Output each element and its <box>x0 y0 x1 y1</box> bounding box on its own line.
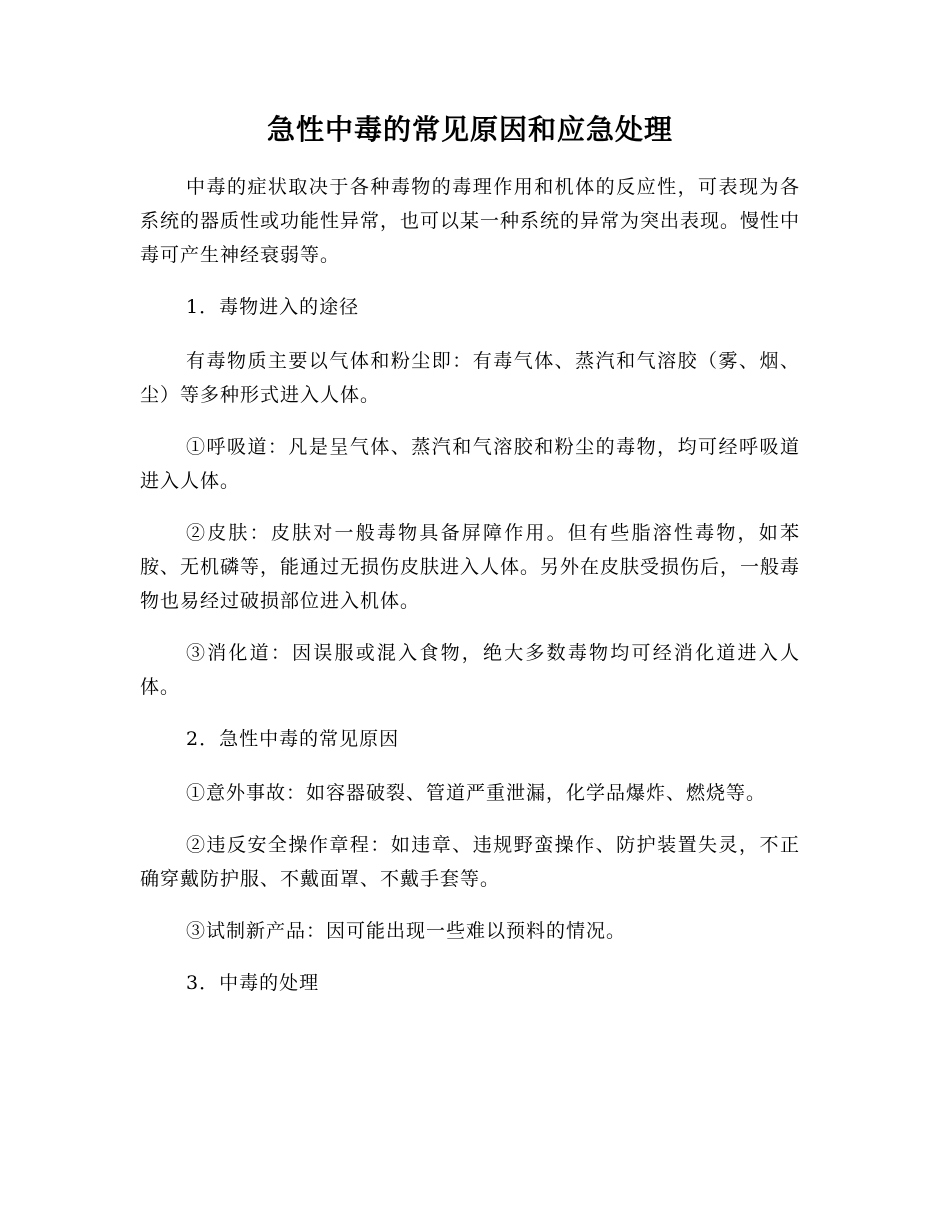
section-heading-common-causes: 2．急性中毒的常见原因 <box>186 728 400 750</box>
intro-paragraph: 中毒的症状取决于各种毒物的毒理作用和机体的反应性，可表现为各系统的器质性或功能性异常，也可以某一种系统的异常为突出表现。慢性中毒可产生神经衰弱等。 <box>140 176 801 266</box>
section-heading-poison-routes: 1．毒物进入的途径 <box>186 296 360 318</box>
paragraph-safety-violation: ②违反安全操作章程：如违章、违规野蛮操作、防护装置失灵，不正确穿戴防护服、不戴面罩、不戴手套等。 <box>140 834 800 890</box>
document-title: 急性中毒的常见原因和应急处理 <box>266 113 673 146</box>
section-heading-treatment: 3．中毒的处理 <box>186 972 320 994</box>
paragraph-new-products: ③试制新产品：因可能出现一些难以预料的情况。 <box>186 920 627 942</box>
paragraph-skin: ②皮肤：皮肤对一般毒物具备屏障作用。但有些脂溶性毒物，如苯胺、无机磷等，能通过无损伤皮肤进入人体。另外在皮肤受损伤后，一般毒物也易经过破损部位进入机体。 <box>140 522 801 612</box>
paragraph-toxic-forms: 有毒物质主要以气体和粉尘即：有毒气体、蒸汽和气溶胶（雾、烟、尘）等多种形式进入人体。 <box>140 350 800 406</box>
paragraph-respiratory: ①呼吸道：凡是呈气体、蒸汽和气溶胶和粉尘的毒物，均可经呼吸道进入人体。 <box>140 436 800 492</box>
paragraph-digestive: ③消化道：因误服或混入食物，绝大多数毒物均可经消化道进入人体。 <box>140 642 800 698</box>
paragraph-accident: ①意外事故：如容器破裂、管道严重泄漏，化学品爆炸、燃烧等。 <box>186 782 767 804</box>
